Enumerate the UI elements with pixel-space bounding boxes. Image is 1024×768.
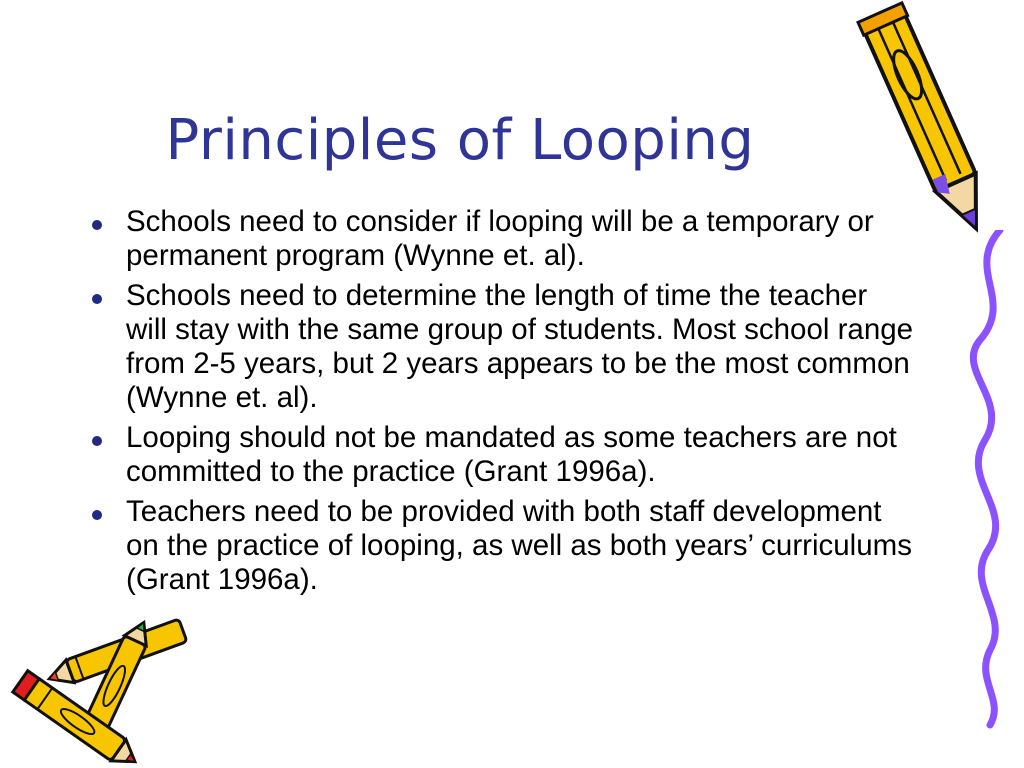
bullet-icon bbox=[92, 294, 102, 304]
bullet-icon bbox=[92, 220, 102, 230]
bullet-text: Teachers need to be provided with both staff development on the practice of looping, as well as both years’ curriculums (Grant 1996a). bbox=[126, 495, 912, 596]
list-item bbox=[86, 279, 916, 415]
list-item bbox=[86, 421, 916, 489]
bullet-text: Schools need to consider if looping will be a temporary or permanent program (Wynne et. al). bbox=[126, 205, 874, 272]
bullet-text: Schools need to determine the length of time the teacher will stay with the same group of students. Most school range from 2-5 years, but 2 years appears to be the most common (Wynne et. al). bbox=[126, 279, 914, 414]
bullet-list bbox=[86, 205, 916, 603]
list-item bbox=[86, 495, 916, 597]
bullet-text: Looping should not be mandated as some teachers are not committed to the practice (Grant 1996a). bbox=[126, 421, 897, 488]
crayons-icon bbox=[0, 615, 210, 765]
bullet-icon bbox=[92, 510, 102, 520]
slide-title: Principles of Looping bbox=[165, 108, 755, 173]
squiggle-line bbox=[960, 230, 1020, 730]
pencil-icon bbox=[850, 0, 1010, 250]
bullet-icon bbox=[92, 436, 102, 446]
list-item bbox=[86, 205, 916, 273]
